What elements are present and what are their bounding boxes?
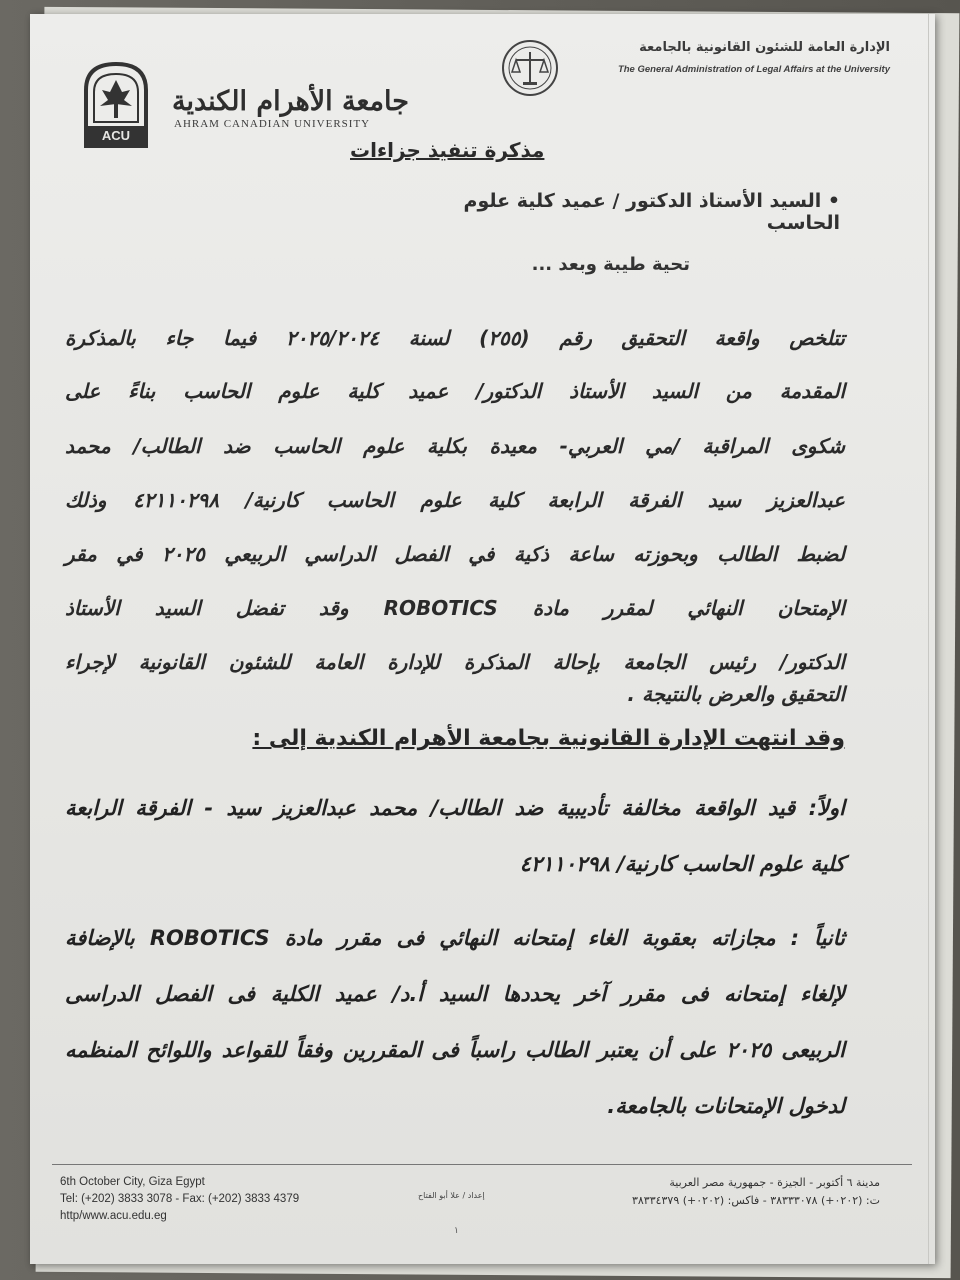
footer-divider xyxy=(52,1164,912,1165)
university-logo-icon xyxy=(80,60,152,150)
department-name-english: The General Administration of Legal Affairs at the University xyxy=(617,64,890,75)
decision-heading: وقد انتهت الإدارة القانونية بجامعة الأهرام الكندية إلى : xyxy=(252,726,845,751)
body-line: شكوى المراقبة /مي العربي- معيدة بكلية علوم الحاسب ضد الطالب/ محمد xyxy=(65,434,845,458)
department-name-arabic: الإدارة العامة للشئون القانونية بالجامعة xyxy=(639,40,890,55)
page-number: ١ xyxy=(454,1226,459,1236)
decision-item-2-line: لإلغاء إمتحانه فى مقرر آخر يحددها السيد أ.د/ عميد الكلية فى الفصل الدراسى xyxy=(65,982,845,1006)
footer-address-en: 6th October City, Giza Egypt xyxy=(60,1176,205,1188)
body-line: المقدمة من السيد الأستاذ الدكتور/ عميد كلية علوم الحاسب بناءً على xyxy=(65,379,845,403)
university-name-english: AHRAM CANADIAN UNIVERSITY xyxy=(174,118,371,130)
justice-scale-seal-icon xyxy=(500,38,560,98)
decision-item-1-line: اولاً: قيد الواقعة مخالفة تأديبية ضد الطالب/ محمد عبدالعزيز سيد - الفرقة الرابعة xyxy=(65,796,845,820)
body-line: الإمتحان النهائي لمقرر مادة ROBOTICS وقد تفضل السيد الأستاذ xyxy=(65,596,845,620)
body-line: لضبط الطالب وبحوزته ساعة ذكية في الفصل الدراسي الربيعي ٢٠٢٥ في مقر xyxy=(65,542,845,566)
body-line: عبدالعزيز سيد الفرقة الرابعة كلية علوم الحاسب كارنية/ ٤٢١١٠٢٩٨ وذلك xyxy=(65,488,845,512)
typist-note: إعداد / علا أبو الفتاح xyxy=(418,1191,485,1200)
university-name-arabic: جامعة الأهرام الكندية xyxy=(172,86,409,117)
page-edge-shadow xyxy=(928,14,929,1264)
memo-addressee: • السيد الأستاذ الدكتور / عميد كلية علوم الحاسب xyxy=(463,190,840,234)
footer-phone-en: Tel: (+202) 3833 3078 - Fax: (+202) 3833 4379 xyxy=(60,1193,300,1205)
footer-address-ar: مدينة ٦ أكتوبر - الجيزة - جمهورية مصر العربية xyxy=(669,1176,880,1189)
footer-contact-arabic xyxy=(520,1174,880,1210)
memo-title: مذكرة تنفيذ جزاءات xyxy=(350,138,545,162)
footer-website: http/www.acu.edu.eg xyxy=(60,1210,167,1222)
footer-phone-ar: ت: (٠٢٠٢+) ٣٨٣٣٣٠٧٨ - فاكس: (٠٢٠٢+) ٣٨٣٣٤٣٧٩ xyxy=(631,1194,880,1207)
memo-greeting: تحية طيبة وبعد ... xyxy=(531,254,690,275)
body-line: الدكتور/ رئيس الجامعة بإحالة المذكرة للإدارة العامة للشئون القانونية لإجراء xyxy=(65,650,845,674)
body-line: تتلخص واقعة التحقيق رقم (٢٥٥) لسنة ٢٠٢٥/٢٠٢٤ فيما جاء بالمذكرة xyxy=(65,326,845,350)
decision-item-1-line: كلية علوم الحاسب كارنية/ ٤٢١١٠٢٩٨ xyxy=(519,852,845,876)
svg-text:ACU: ACU xyxy=(101,128,131,143)
decision-item-2-line: لدخول الإمتحانات بالجامعة. xyxy=(607,1094,845,1118)
body-line: التحقيق والعرض بالنتيجة . xyxy=(627,682,845,706)
footer-contact-english xyxy=(60,1174,299,1225)
decision-item-2-line: ثانياً : مجازاته بعقوبة الغاء إمتحانه النهائي فى مقرر مادة ROBOTICS بالإضافة xyxy=(65,926,846,950)
decision-item-2-line: الربيعى ٢٠٢٥ على أن يعتبر الطالب راسباً فى المقررين وفقاً للقواعد واللوائح المنظمه xyxy=(65,1038,846,1062)
document-page xyxy=(30,14,935,1264)
